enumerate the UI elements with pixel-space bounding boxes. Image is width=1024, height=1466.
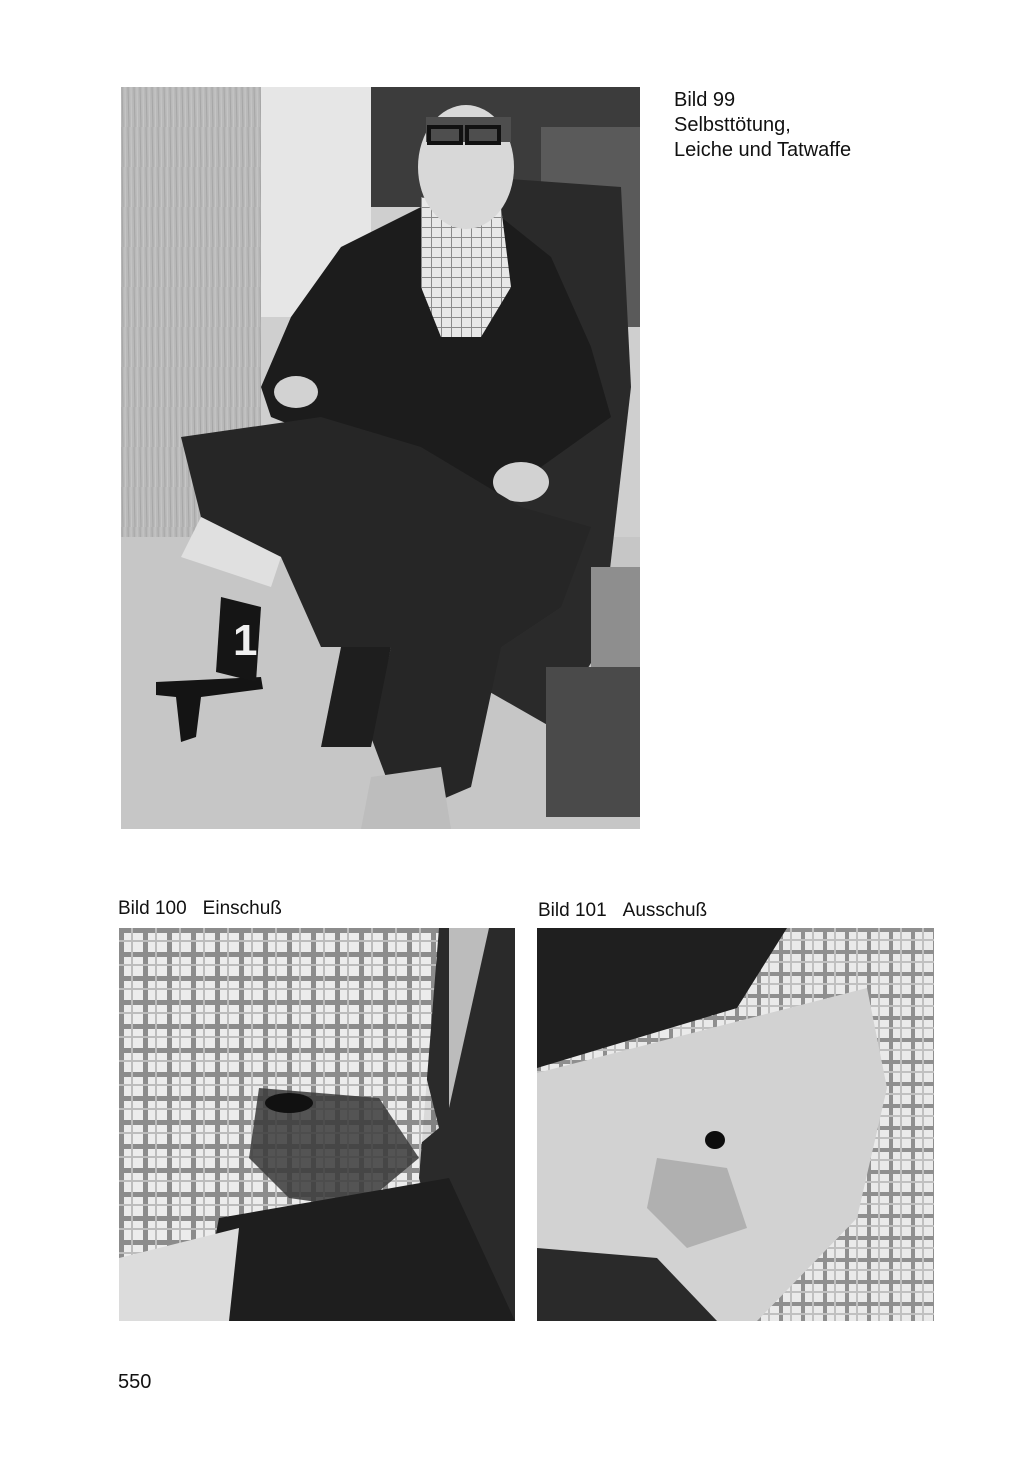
figure-title: Einschuß xyxy=(202,898,282,919)
photo-bild-100 xyxy=(119,928,515,1321)
caption-bild-99 xyxy=(674,88,851,163)
figure-label: Bild 100 xyxy=(118,898,187,919)
figure-title-line-1: Selbsttötung, xyxy=(674,114,791,136)
figure-title-line-2: Leiche und Tatwaffe xyxy=(674,139,852,161)
figure-label: Bild 101 xyxy=(538,900,607,921)
photo-bild-99 xyxy=(121,87,640,829)
evidence-marker-number: 1 xyxy=(233,616,258,665)
caption-bild-101 xyxy=(538,900,707,922)
figure-title: Ausschuß xyxy=(622,900,708,921)
photo-bild-101 xyxy=(537,928,934,1321)
caption-bild-100 xyxy=(118,898,282,920)
page-number: 550 xyxy=(118,1371,152,1393)
figure-label: Bild 99 xyxy=(674,89,736,111)
